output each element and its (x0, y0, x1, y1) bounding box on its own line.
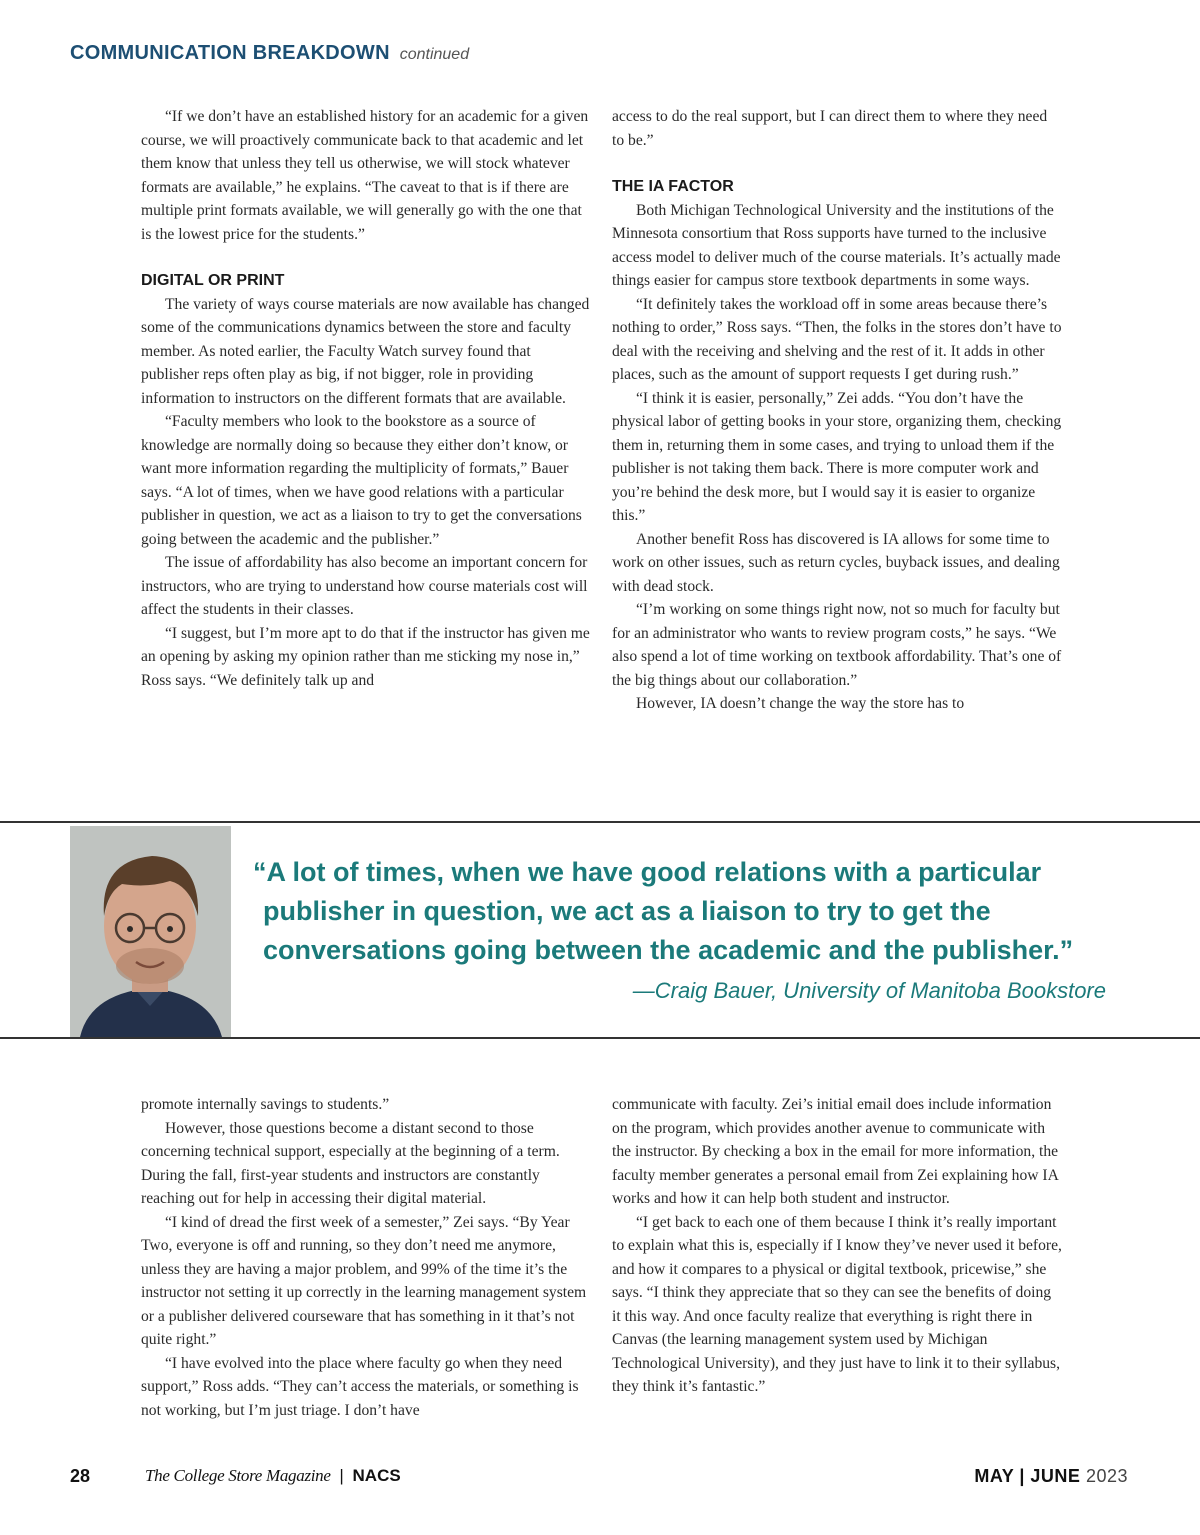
section-header (70, 42, 469, 65)
organization-name: NACS (352, 1466, 401, 1485)
page-number: 28 (70, 1466, 91, 1486)
pull-quote-band (0, 821, 1200, 1039)
continued-label: continued (399, 46, 470, 63)
portrait-photo (70, 826, 231, 1037)
paragraph: The issue of affordability has also become an important concern for instructors, who are trying to understand how course materials cost will affect the students in their classes. (141, 554, 588, 618)
pull-quote-attribution: —Craig Bauer, University of Manitoba Bookstore (632, 978, 1106, 1003)
article-column-1 (141, 105, 591, 692)
paragraph: Another benefit Ross has discovered is IA allows for some time to work on other issues, such as return cycles, buyback issues, and dealing with dead stock. (612, 530, 1060, 595)
paragraph: “It definitely takes the workload off in some areas because there’s nothing to order,” Ross says. “Then, the folks in the stores don’t have to deal with the receiving and shelving and the rest of it. It adds in other places, such as the amount of support requests I get during rush.” (612, 295, 1062, 383)
subheading-digital-or-print: DIGITAL OR PRINT (141, 272, 285, 289)
issue-date (974, 1466, 1128, 1487)
paragraph: “If we don’t have an established history for an academic for a given course, we will proactively communicate back to that academic and let them know that unless they tell us otherwise, we will stock whatever formats are available,” he explains. “The caveat to that is if there are multiple print formats available, we will generally go with the one that is the lowest price for the students.” (141, 108, 589, 243)
section-title: COMMUNICATION BREAKDOWN (70, 42, 390, 64)
paragraph: “I get back to each one of them because I think it’s really important to explain what this is, especially if I know they’ve never used it before, and how it compares to a physical or digital textbook, pricewise,” she says. “I think they appreciate that so they can see the benefits of doing it this way. And once faculty realize that everything is right there in Canvas (the learning management system used by Michigan Technological University), and they just have to link it to their syllabus, they think it’s fantastic.” (612, 1213, 1062, 1395)
paragraph: communicate with faculty. Zei’s initial email does include information on the program, which provides another avenue to communicate with the instructor. By checking a box in the email for more information, the faculty member generates a personal email from Zei explaining how IA works and how it can help both student and instructor. (612, 1096, 1059, 1207)
paragraph: “I have evolved into the place where faculty go when they need support,” Ross adds. “They can’t access the materials, or something is not working, but I’m just triage. I don’t have (141, 1354, 579, 1419)
paragraph: “I kind of dread the first week of a semester,” Zei says. “By Year Two, everyone is off and running, so they don’t need me anymore, unless they are having a major problem, and 99% of the time it’s the instructor not setting it up correctly in the learning management system or a publisher delivered courseware that has something in it that’s not quite right.” (141, 1213, 587, 1348)
paragraph: However, those questions become a distant second to those concerning technical support, especially at the beginning of a term. During the fall, first-year students and instructors are constantly reaching out for help in accessing their digital material. (141, 1119, 560, 1207)
issue-months: MAY | JUNE (974, 1466, 1081, 1486)
magazine-name (145, 1466, 401, 1486)
subheading-ia-factor: THE IA FACTOR (612, 178, 734, 195)
paragraph: “I suggest, but I’m more apt to do that if the instructor has given me an opening by asking my opinion rather than me sticking my nose in,” Ross says. “We definitely talk up and (141, 624, 590, 689)
pull-quote-line: conversations going between the academic and the publisher.” (263, 935, 1074, 965)
paragraph: Both Michigan Technological University and the institutions of the Minnesota consortium that Ross supports have turned to the inclusive access model to deliver much of the course materials. It’s actually made things easier for campus store textbook departments in some ways. (612, 201, 1061, 289)
article-column-3 (141, 1093, 596, 1422)
pull-quote-line: “A lot of times, when we have good relations with a particular (253, 857, 1042, 887)
magazine-title: The College Store Magazine (145, 1466, 331, 1485)
paragraph: promote internally savings to students.” (141, 1096, 390, 1113)
issue-year: 2023 (1085, 1466, 1128, 1486)
paragraph: “I think it is easier, personally,” Zei adds. “You don’t have the physical labor of getting books in your store, organizing them, checking them in, returning them in some cases, and trying to unload them if the publisher is not taking them back. There is more computer work and you’re behind the desk more, but I would say it is easier to organize this.” (612, 389, 1062, 524)
paragraph: However, IA doesn’t change the way the store has to (636, 695, 965, 712)
pull-quote (253, 853, 1153, 970)
article-column-4 (612, 1093, 1062, 1399)
pull-quote-line: publisher in question, we act as a liaison to try to get the (263, 896, 991, 926)
paragraph: access to do the real support, but I can direct them to where they need to be.” (612, 108, 1048, 149)
paragraph: The variety of ways course materials are now available has changed some of the communications dynamics between the store and faculty member. As noted earlier, the Faculty Watch survey found that publisher reps often play as big, if not bigger, role in providing information to instructors on the different formats that are available. (141, 295, 590, 407)
article-column-2 (612, 105, 1062, 716)
page-footer (0, 1466, 1200, 1492)
paragraph: “I’m working on some things right now, not so much for faculty but for an administrator who wants to review program costs,” he says. “We also spend a lot of time working on textbook affordability. That’s one of the big things about our collaboration.” (612, 601, 1062, 689)
paragraph: “Faculty members who look to the bookstore as a source of knowledge are normally doing so because they either don’t know, or want more information regarding the multiplicity of formats,” Bauer says. “A lot of times, when we have good relations with a particular publisher in question, we act as a liaison to try to get the conversations going between the academic and the publisher.” (141, 413, 582, 548)
footer-separator: | (339, 1466, 344, 1485)
